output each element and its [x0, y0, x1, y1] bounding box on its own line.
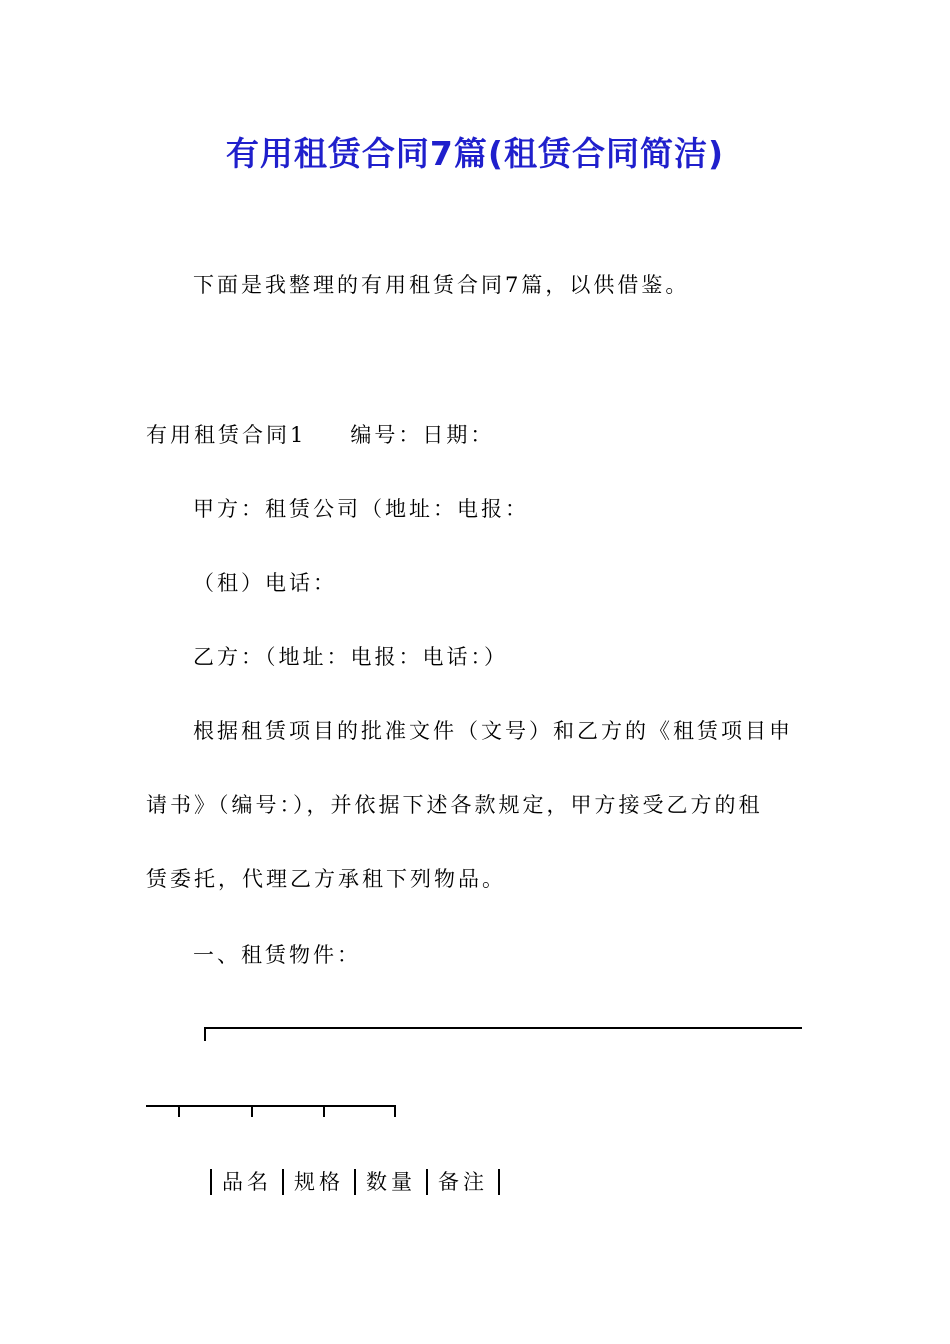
table-top-border: [204, 1027, 802, 1029]
contract-heading-line: [146, 420, 494, 450]
table-divider: [282, 1169, 284, 1195]
paragraph-line-3: 赁委托，代理乙方承租下列物品。: [146, 867, 506, 891]
table-divider: [354, 1169, 356, 1195]
party-a-phone-line: （租）电话：: [193, 571, 337, 595]
document-title: 有用租赁合同7篇(租赁合同简洁): [225, 134, 725, 173]
table-divider: [210, 1169, 212, 1195]
party-a-line: 甲方：租赁公司（地址：电报：: [193, 497, 529, 521]
table-divider: [426, 1169, 428, 1195]
table-header-spec: 规格: [294, 1169, 344, 1194]
table-column-tick-3: [323, 1105, 325, 1117]
table-header-name: 品名: [222, 1169, 272, 1194]
party-b-line: 乙方：（地址：电报：电话：）: [193, 645, 508, 669]
table-header-top-border: [146, 1105, 396, 1107]
table-header-notes: 备注: [438, 1169, 488, 1194]
table-column-tick-1: [178, 1105, 180, 1117]
table-divider: [498, 1169, 500, 1195]
contract-meta: 编号：日期：: [350, 423, 495, 447]
table-header-row: [200, 1165, 510, 1197]
section-1-heading: 一、租赁物件：: [193, 943, 361, 967]
table-top-left-corner: [204, 1027, 206, 1041]
table-column-tick-4: [394, 1105, 396, 1117]
paragraph-line-2: 请书》（编号：），并依据下述各款规定，甲方接受乙方的租: [146, 793, 763, 817]
table-column-tick-2: [251, 1105, 253, 1117]
paragraph-line-1: 根据租赁项目的批准文件（文号）和乙方的《租赁项目申: [193, 719, 793, 743]
table-header-quantity: 数量: [366, 1169, 416, 1194]
intro-paragraph: 下面是我整理的有用租赁合同7篇，以供借鉴。: [193, 273, 690, 297]
contract-heading: 有用租赁合同1: [146, 423, 307, 447]
